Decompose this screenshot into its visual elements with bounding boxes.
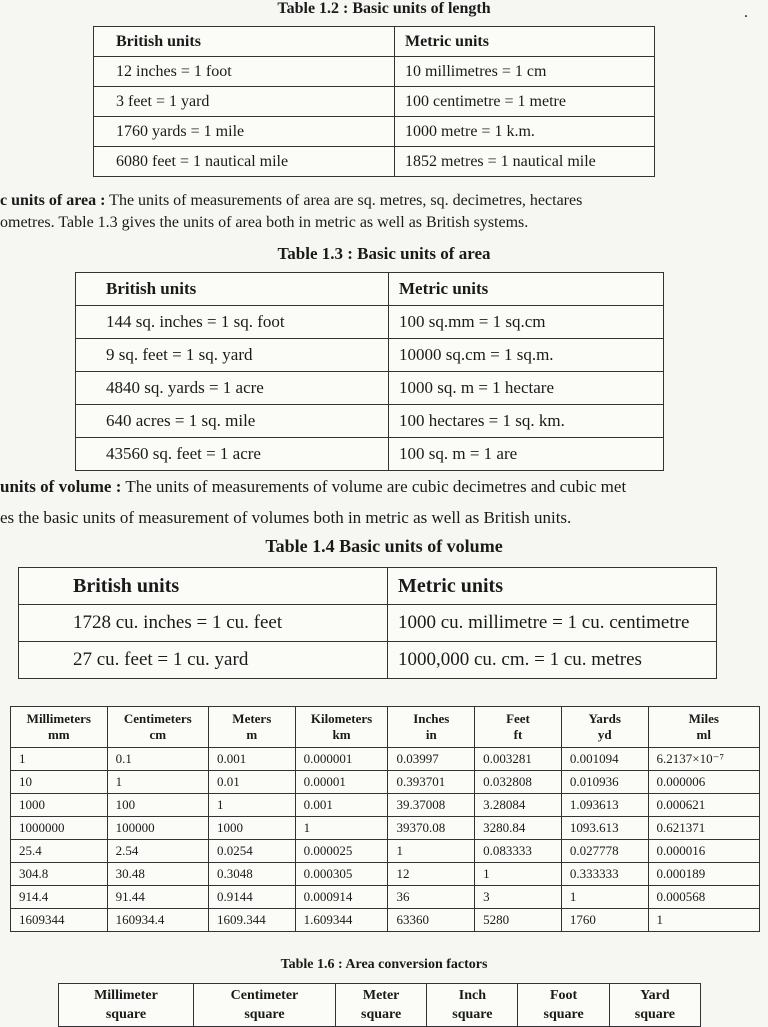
- column-title: Centimeters: [123, 711, 192, 726]
- table-cell: 0.000914: [295, 886, 388, 909]
- table-row: [76, 339, 664, 372]
- table-cell: 640 acres = 1 sq. mile: [76, 405, 389, 438]
- table-cell: 1728 cu. inches = 1 cu. feet: [19, 605, 388, 642]
- table-cell: 1: [648, 909, 759, 932]
- table-cell: 1760 yards = 1 mile: [94, 117, 395, 147]
- column-unit: m: [246, 727, 258, 742]
- table-cell: 1: [561, 886, 648, 909]
- table-cell: 2.54: [107, 840, 208, 863]
- table-1-2-caption: Table 1.2 : Basic units of length: [277, 0, 491, 17]
- table-cell: 10000 sq.cm = 1 sq.m.: [389, 339, 664, 372]
- table-cell: 1093.613: [561, 817, 648, 840]
- table-cell: 1.609344: [295, 909, 388, 932]
- table-row: [11, 748, 760, 771]
- table-cell: 36: [388, 886, 475, 909]
- table-cell: 0.0254: [208, 840, 295, 863]
- table-cell: 1000000: [11, 817, 108, 840]
- table-row: [94, 117, 655, 147]
- table-cell: 10 millimetres = 1 cm: [395, 57, 655, 87]
- table-1-4: [18, 567, 717, 679]
- column-header: [388, 707, 475, 748]
- table-cell: 4840 sq. yards = 1 acre: [76, 372, 389, 405]
- area-paragraph-line-2: ometres. Table 1.3 gives the units of area both in metric as well as British systems.: [0, 214, 529, 231]
- column-header: [11, 707, 108, 748]
- table-header-row: [59, 984, 701, 1027]
- table-cell: 1: [388, 840, 475, 863]
- table-cell: 0.000568: [648, 886, 759, 909]
- table-row: [94, 147, 655, 177]
- table-1-3-caption: Table 1.3 : Basic units of area: [277, 244, 491, 263]
- column-title: Meters: [232, 711, 272, 726]
- column-header: British units: [76, 273, 389, 306]
- table-cell: 100: [107, 794, 208, 817]
- volume-heading: units of volume :: [0, 477, 122, 496]
- column-unit: in: [425, 727, 437, 742]
- table-cell: 1: [208, 794, 295, 817]
- column-header: [518, 984, 609, 1027]
- column-title: Inches: [413, 711, 450, 726]
- column-header: British units: [19, 568, 388, 605]
- table-cell: 10: [11, 771, 108, 794]
- table-cell: 91.44: [107, 886, 208, 909]
- table-header-row: [11, 707, 760, 748]
- table-cell: 100 centimetre = 1 metre: [395, 87, 655, 117]
- column-title: Kilometers: [310, 711, 373, 726]
- column-unit: yd: [597, 727, 612, 742]
- table-row: [11, 817, 760, 840]
- table-row: [94, 57, 655, 87]
- column-header: British units: [94, 27, 395, 57]
- table-cell: 0.001: [208, 748, 295, 771]
- table-cell: 0.000621: [648, 794, 759, 817]
- column-title: Miles: [688, 711, 719, 726]
- column-header: Metric units: [389, 273, 664, 306]
- table-cell: 1852 metres = 1 nautical mile: [395, 147, 655, 177]
- table-cell: 0.1: [107, 748, 208, 771]
- column-unit: square: [452, 1007, 493, 1022]
- table-cell: 1000: [11, 794, 108, 817]
- table-cell: 5280: [475, 909, 562, 932]
- table-cell: 9 sq. feet = 1 sq. yard: [76, 339, 389, 372]
- table-row: [11, 794, 760, 817]
- table-1-6-caption: Table 1.6 : Area conversion factors: [280, 957, 488, 972]
- table-row: [11, 771, 760, 794]
- column-header: [475, 707, 562, 748]
- table-cell: 6080 feet = 1 nautical mile: [94, 147, 395, 177]
- column-title: Millimeters: [26, 711, 91, 726]
- column-header: [295, 707, 388, 748]
- column-header: [609, 984, 700, 1027]
- table-cell: 63360: [388, 909, 475, 932]
- table-cell: 27 cu. feet = 1 cu. yard: [19, 642, 388, 679]
- table-cell: 12: [388, 863, 475, 886]
- table-cell: 1: [107, 771, 208, 794]
- table-cell: 25.4: [11, 840, 108, 863]
- table-cell: 304.8: [11, 863, 108, 886]
- column-header: [648, 707, 759, 748]
- table-cell: 0.9144: [208, 886, 295, 909]
- volume-paragraph-text: The units of measurements of volume are cubic decimetres and cubic met: [121, 477, 627, 496]
- table-row: [76, 438, 664, 471]
- table-cell: 144 sq. inches = 1 sq. foot: [76, 306, 389, 339]
- table-cell: 0.00001: [295, 771, 388, 794]
- table-cell: 0.621371: [648, 817, 759, 840]
- stray-dot: .: [744, 4, 748, 21]
- area-paragraph-text: The units of measurements of area are sq. metres, sq. decimetres, hectares: [105, 192, 583, 209]
- table-cell: 43560 sq. feet = 1 acre: [76, 438, 389, 471]
- column-unit: square: [543, 1007, 584, 1022]
- table-cell: 1: [475, 863, 562, 886]
- table-cell: 0.000006: [648, 771, 759, 794]
- table-cell: 39370.08: [388, 817, 475, 840]
- column-unit: square: [634, 1007, 675, 1022]
- table-row: [11, 840, 760, 863]
- table-cell: 0.000025: [295, 840, 388, 863]
- table-row: [11, 886, 760, 909]
- column-title: Yard: [640, 988, 670, 1003]
- column-title: Meter: [362, 988, 400, 1003]
- column-unit: cm: [149, 727, 167, 742]
- table-header-row: [94, 27, 655, 57]
- table-cell: 12 inches = 1 foot: [94, 57, 395, 87]
- table-cell: 0.3048: [208, 863, 295, 886]
- table-row: [11, 909, 760, 932]
- volume-paragraph-line-1: [0, 476, 768, 498]
- column-header: [193, 984, 335, 1027]
- table-cell: 1000 metre = 1 k.m.: [395, 117, 655, 147]
- table-cell: 0.027778: [561, 840, 648, 863]
- table-cell: 1000,000 cu. cm. = 1 cu. metres: [388, 642, 717, 679]
- table-cell: 0.000305: [295, 863, 388, 886]
- table-header-row: [76, 273, 664, 306]
- table-cell: 39.37008: [388, 794, 475, 817]
- table-cell: 1000 sq. m = 1 hectare: [389, 372, 664, 405]
- table-cell: 100000: [107, 817, 208, 840]
- table-row: [76, 306, 664, 339]
- column-header: Metric units: [395, 27, 655, 57]
- table-cell: 3 feet = 1 yard: [94, 87, 395, 117]
- table-cell: 0.01: [208, 771, 295, 794]
- column-unit: square: [105, 1007, 147, 1022]
- table-cell: 0.003281: [475, 748, 562, 771]
- table-row: [76, 405, 664, 438]
- table-cell: 1: [295, 817, 388, 840]
- table-cell: 0.010936: [561, 771, 648, 794]
- table-row: [19, 605, 717, 642]
- table-cell: 0.001: [295, 794, 388, 817]
- table-cell: 1.093613: [561, 794, 648, 817]
- table-cell: 0.393701: [388, 771, 475, 794]
- area-heading: c units of area :: [0, 192, 106, 209]
- table-header-row: [19, 568, 717, 605]
- table-cell: 0.333333: [561, 863, 648, 886]
- table-cell: 0.001094: [561, 748, 648, 771]
- table-cell: 0.000016: [648, 840, 759, 863]
- table-cell: 3280.84: [475, 817, 562, 840]
- column-title: Feet: [506, 711, 530, 726]
- table-cell: 914.4: [11, 886, 108, 909]
- table-cell: 100 sq.mm = 1 sq.cm: [389, 306, 664, 339]
- column-title: Centimeter: [230, 988, 299, 1003]
- table-1-3: [75, 272, 664, 471]
- column-header: [427, 984, 518, 1027]
- table-1-2: [93, 26, 655, 177]
- table-cell: 0.03997: [388, 748, 475, 771]
- column-header: [208, 707, 295, 748]
- column-header: [107, 707, 208, 748]
- table-row: [76, 372, 664, 405]
- table-cell: 1609.344: [208, 909, 295, 932]
- column-header: Metric units: [388, 568, 717, 605]
- table-cell: 0.000001: [295, 748, 388, 771]
- table-cell: 30.48: [107, 863, 208, 886]
- table-row: [11, 863, 760, 886]
- column-title: Inch: [458, 988, 486, 1003]
- table-row: [19, 642, 717, 679]
- column-unit: square: [244, 1007, 285, 1022]
- table-1-6: [58, 983, 701, 1027]
- table-cell: 1000 cu. millimetre = 1 cu. centimetre: [388, 605, 717, 642]
- column-title: Foot: [549, 988, 578, 1003]
- table-cell: 3: [475, 886, 562, 909]
- column-header: [561, 707, 648, 748]
- table-cell: 0.083333: [475, 840, 562, 863]
- column-unit: ft: [513, 727, 523, 742]
- table-cell: 100 hectares = 1 sq. km.: [389, 405, 664, 438]
- column-unit: mm: [47, 727, 70, 742]
- table-cell: 160934.4: [107, 909, 208, 932]
- table-cell: 3.28084: [475, 794, 562, 817]
- table-row: [94, 87, 655, 117]
- table-1-4-caption: Table 1.4 Basic units of volume: [265, 536, 503, 556]
- column-header: [59, 984, 194, 1027]
- table-cell: 0.032808: [475, 771, 562, 794]
- column-title: Yards: [588, 711, 621, 726]
- table-cell: 100 sq. m = 1 are: [389, 438, 664, 471]
- column-title: Millimeter: [94, 988, 158, 1003]
- volume-paragraph-line-2: es the basic units of measurement of volumes both in metric as well as British units.: [0, 508, 572, 527]
- length-conversion-table: [10, 706, 760, 932]
- column-unit: ml: [696, 727, 711, 742]
- column-header: [336, 984, 427, 1027]
- column-unit: km: [332, 727, 351, 742]
- table-cell: 1760: [561, 909, 648, 932]
- column-unit: square: [361, 1007, 402, 1022]
- area-paragraph-line-1: [0, 190, 768, 212]
- table-cell: 6.2137×10⁻⁷: [648, 748, 759, 771]
- table-cell: 1000: [208, 817, 295, 840]
- table-cell: 1609344: [11, 909, 108, 932]
- table-cell: 0.000189: [648, 863, 759, 886]
- table-cell: 1: [11, 748, 108, 771]
